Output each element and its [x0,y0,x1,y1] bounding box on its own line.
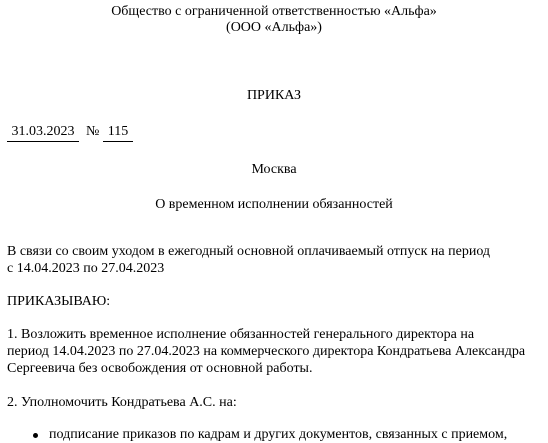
item-1-line-2: период 14.04.2023 по 27.04.2023 на коммерческого директора Кондратьева Александра [7,344,526,359]
decree-heading: ПРИКАЗЫВАЮ: [7,294,111,309]
document-title: ПРИКАЗ [246,88,302,103]
order-number: 115 [107,124,129,139]
order-subject: О временном исполнении обязанностей [155,197,393,212]
item-2: 2. Уполномочить Кондратьева А.С. на: [7,395,237,410]
preamble-line-1: В связи со своим уходом в ежегодный основной оплачиваемый отпуск на период [7,244,491,259]
bullet-icon [33,433,38,438]
order-number-sign: № [86,124,100,139]
order-date: 31.03.2023 [11,124,75,139]
bullet-item-1: подписание приказов по кадрам и других документов, связанных с приемом, [49,427,508,442]
organization-short-name: (ООО «Альфа») [226,20,322,35]
order-date-field [7,124,79,142]
organization-name: Общество с ограниченной ответственностью «Альфа» [111,4,437,19]
item-1-line-3: Сергеевича без освобождения от основной работы. [7,361,313,376]
order-number-field [103,124,133,142]
preamble-line-2: с 14.04.2023 по 27.04.2023 [7,261,165,276]
item-1-line-1: 1. Возложить временное исполнение обязанностей генерального директора на [7,327,475,342]
order-city: Москва [251,162,297,177]
